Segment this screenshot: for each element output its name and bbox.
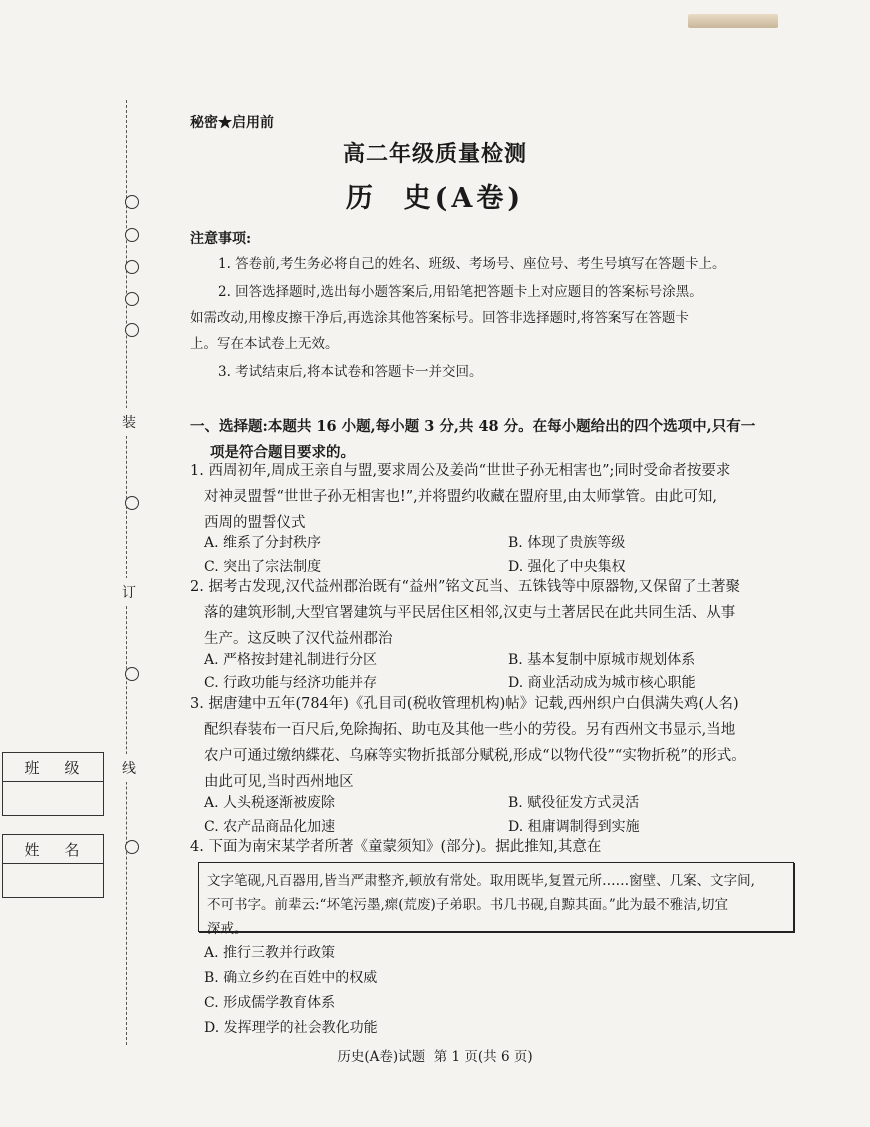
quote-line: 深戒。	[207, 921, 248, 937]
binding-char-ding: 订	[122, 578, 136, 606]
notice-heading: 注意事项:	[190, 231, 252, 247]
question-text: 2. 据考古发现,汉代益州郡治既有“益州”铭文瓦当、五铢钱等中原器物,又保留了土著聚	[190, 579, 740, 595]
option-c[interactable]: C. 突出了宗法制度	[204, 559, 322, 575]
question-1	[190, 458, 800, 536]
question-4	[190, 834, 800, 860]
class-field[interactable]	[2, 752, 104, 816]
quote-line: 不可书字。前辈云:“坏笔污墨,瘝(荒废)子弟职。书几书砚,自黥其面。”此为最不雅洁,切宜	[207, 897, 729, 913]
binding-hole	[125, 840, 139, 854]
option-d[interactable]: D. 发挥理学的社会教化功能	[204, 1020, 378, 1036]
option-d[interactable]: D. 强化了中央集权	[508, 559, 626, 575]
class-label: 班 级	[3, 753, 103, 782]
secret-mark: 秘密★启用前	[190, 115, 274, 131]
subject-title: 历 史(A卷)	[345, 183, 525, 214]
notice-item: 1. 答卷前,考生务必将自己的姓名、班级、考场号、座位号、考生号填写在答题卡上。	[218, 256, 726, 272]
option-a[interactable]: A. 严格按封建礼制进行分区	[204, 652, 378, 668]
paper-edge-tab	[688, 14, 778, 28]
binding-hole	[125, 496, 139, 510]
question-3	[190, 691, 800, 795]
option-c[interactable]: C. 农产品商品化加速	[204, 819, 336, 835]
binding-hole	[125, 667, 139, 681]
name-field[interactable]	[2, 834, 104, 898]
quote-line: 文字笔砚,凡百器用,皆当严肃整齐,顿放有常处。取用既毕,复置元所……窗壁、几案、文字间,	[207, 873, 755, 889]
notice-item: 上。写在本试卷上无效。	[190, 336, 339, 352]
question-text: 配织春装布一百尺后,免除掏拓、助屯及其他一些小的劳役。另有西州文书显示,当地	[204, 722, 736, 738]
notice-item: 3. 考试结束后,将本试卷和答题卡一并交回。	[218, 364, 483, 380]
option-a[interactable]: A. 维系了分封秩序	[204, 535, 322, 551]
option-b[interactable]: B. 赋役征发方式灵活	[508, 795, 640, 811]
option-b[interactable]: B. 基本复制中原城市规划体系	[508, 652, 696, 668]
option-b[interactable]: B. 确立乡约在百姓中的权威	[204, 970, 378, 986]
section-heading: 一、选择题:本题共 16 小题,每小题 3 分,共 48 分。在每小题给出的四个选项中,只有一 项是符合题目要求的。	[190, 418, 756, 461]
question-text: 1. 西周初年,周成王亲自与盟,要求周公及姜尚“世世子孙无相害也”;同时受命者按要求	[190, 463, 731, 479]
page-footer: 历史(A卷)试题 第 1 页(共 6 页)	[337, 1049, 533, 1065]
notice-item: 如需改动,用橡皮擦干净后,再选涂其他答案标号。回答非选择题时,将答案写在答题卡	[190, 310, 689, 326]
question-text: 3. 据唐建中五年(784年)《孔目司(税收管理机构)帖》记载,西州织户白俱满失鸡(人名)	[190, 696, 739, 712]
question-text: 西周的盟誓仪式	[204, 515, 306, 531]
binding-hole	[125, 323, 139, 337]
notice-item: 2. 回答选择题时,选出每小题答案后,用铅笔把答题卡上对应题目的答案标号涂黑。	[218, 284, 703, 300]
question-2	[190, 574, 800, 652]
option-c[interactable]: C. 形成儒学教育体系	[204, 995, 336, 1011]
quote-box	[198, 862, 794, 937]
option-d[interactable]: D. 商业活动成为城市核心职能	[508, 675, 696, 691]
option-a[interactable]: A. 人头税逐渐被废除	[204, 795, 336, 811]
question-text: 4. 下面为南宋某学者所著《童蒙须知》(部分)。据此推知,其意在	[190, 839, 602, 855]
name-label: 姓 名	[3, 835, 103, 864]
option-a[interactable]: A. 推行三教并行政策	[204, 945, 336, 961]
question-text: 农户可通过缴纳緤花、乌麻等实物折抵部分赋税,形成“以物代役”“实物折税”的形式。	[204, 748, 746, 764]
question-text: 生产。这反映了汉代益州郡治	[204, 631, 393, 647]
binding-char-zhuang: 装	[122, 408, 136, 436]
binding-hole	[125, 228, 139, 242]
binding-hole	[125, 260, 139, 274]
question-text: 由此可见,当时西州地区	[204, 774, 354, 790]
option-b[interactable]: B. 体现了贵族等级	[508, 535, 626, 551]
option-c[interactable]: C. 行政功能与经济功能并存	[204, 675, 378, 691]
binding-dashed-line	[126, 100, 127, 1045]
question-text: 落的建筑形制,大型官署建筑与平民居住区相邻,汉吏与土著居民在此共同生活、从事	[204, 605, 736, 621]
question-text: 对神灵盟誓“世世子孙无相害也!”,并将盟约收藏在盟府里,由太师掌管。由此可知,	[204, 489, 717, 505]
exam-title: 高二年级质量检测	[342, 141, 527, 167]
binding-char-xian: 线	[122, 754, 136, 782]
binding-hole	[125, 292, 139, 306]
option-d[interactable]: D. 租庸调制得到实施	[508, 819, 640, 835]
